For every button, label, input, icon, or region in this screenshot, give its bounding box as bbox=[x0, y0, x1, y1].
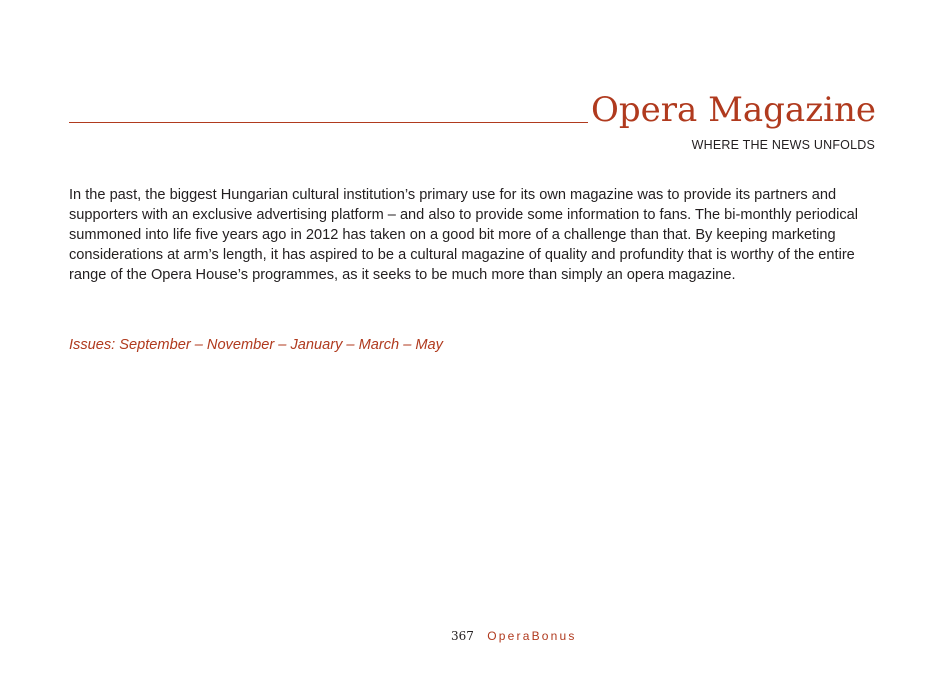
page-subtitle: WHERE THE NEWS UNFOLDS bbox=[691, 138, 875, 152]
header-rule bbox=[69, 122, 588, 123]
body-paragraph: In the past, the biggest Hungarian cultural institution’s primary use for its own magazine was to provide its partners and supporters with an exclusive advertising platform – and also to provide some information to fans. The bi-monthly periodical summoned into life five years ago in 2012 has taken on a good bit more of a challenge than that. By keeping marketing considerations at arm’s length, it has aspired to be a cultural magazine of quality and profundity that is worthy of the entire range of the Opera House’s programmes, as it seeks to be much more than simply an opera magazine. bbox=[69, 187, 859, 283]
page-title: Opera Magazine bbox=[590, 90, 876, 130]
page-footer bbox=[451, 628, 577, 644]
issues-schedule: Issues: September – November – January – March – May bbox=[69, 337, 443, 353]
page-number: 367 bbox=[451, 629, 474, 643]
footer-brand: OperaBonus bbox=[487, 629, 577, 643]
